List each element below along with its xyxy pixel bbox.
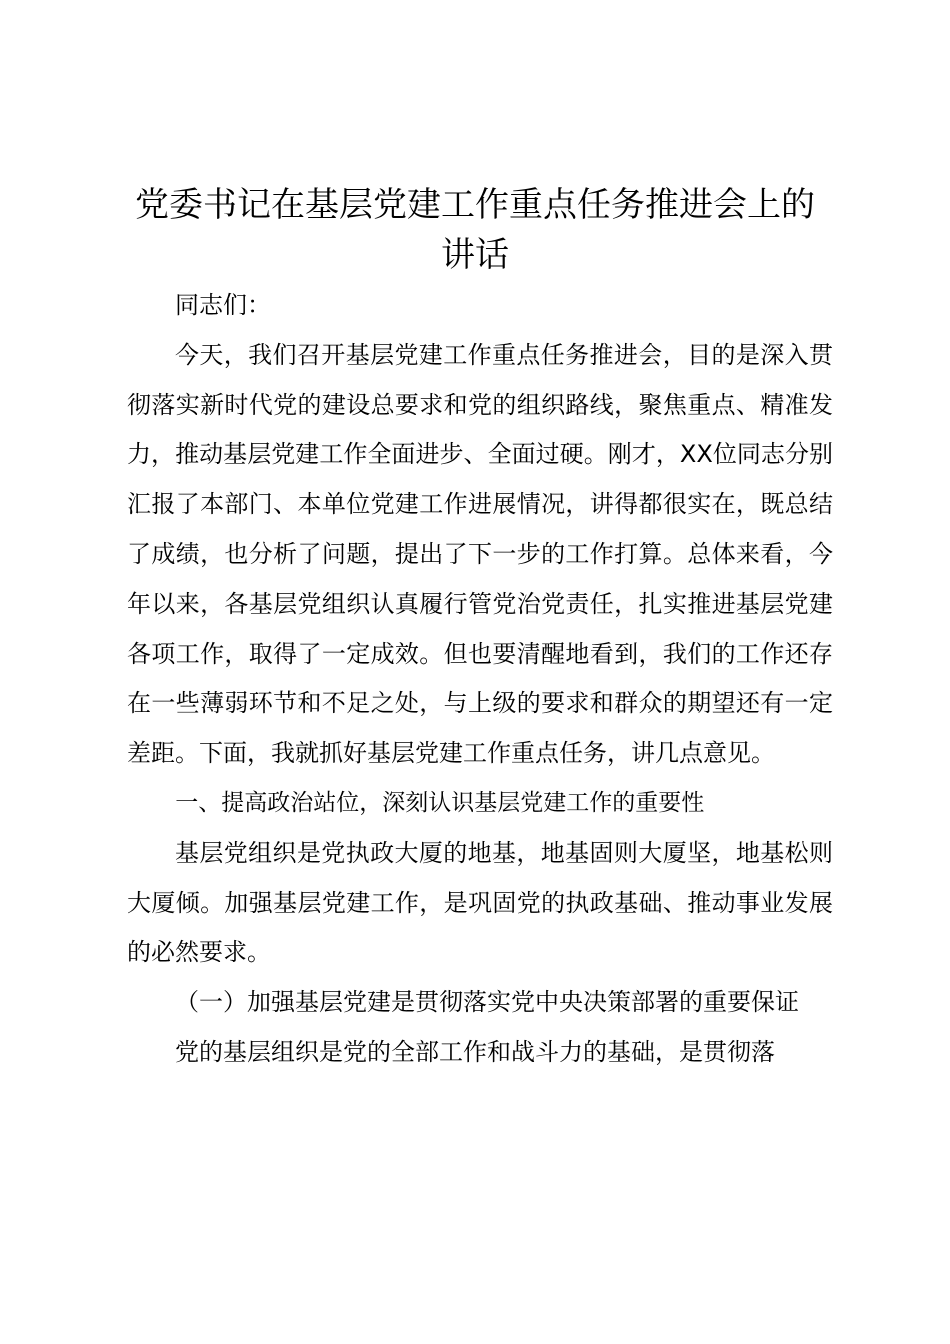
title-line-1: 党委书记在基层党建工作重点任务推进会上的 [135,185,815,225]
section-1-paragraph: 基层党组织是党执政大厦的地基，地基固则大厦坚，地基松则大厦倾。加强基层党建工作，是巩固党的执政基础、推动事业发展的必然要求。 [127,838,833,967]
document-title [100,180,850,280]
subsection-1-paragraph: 党的基层组织是党的全部工作和战斗力的基础，是贯彻落 [175,1037,775,1066]
title-line-2: 讲话 [441,235,509,275]
section-heading-1: 一、提高政治站位，深刻认识基层党建工作的重要性 [175,789,705,816]
opening-paragraph: 今天，我们召开基层党建工作重点任务推进会，目的是深入贯彻落实新时代党的建设总要求和党的组织路线，聚焦重点、精准发力，推动基层党建工作全面进步、全面过硬。刚才，XX位同志分别汇报了本部门、本单位党建工作进展情况，讲得都很实在，既总结了成绩，也分析了问题，提出了下一步的工作打算。总体来看，今年以来，各基层党组织认真履行管党治党责任，扎实推进基层党建各项工作，取得了一定成效。但也要清醒地看到，我们的工作还存在一些薄弱环节和不足之处，与上级的要求和群众的期望还有一定差距。下面，我就抓好基层党建工作重点任务，讲几点意见。 [127,340,833,768]
subsection-heading-1: （一）加强基层党建是贯彻落实党中央决策部署的重要保证 [175,988,799,1017]
salutation: 同志们： [175,291,271,319]
document-body [127,281,833,1078]
